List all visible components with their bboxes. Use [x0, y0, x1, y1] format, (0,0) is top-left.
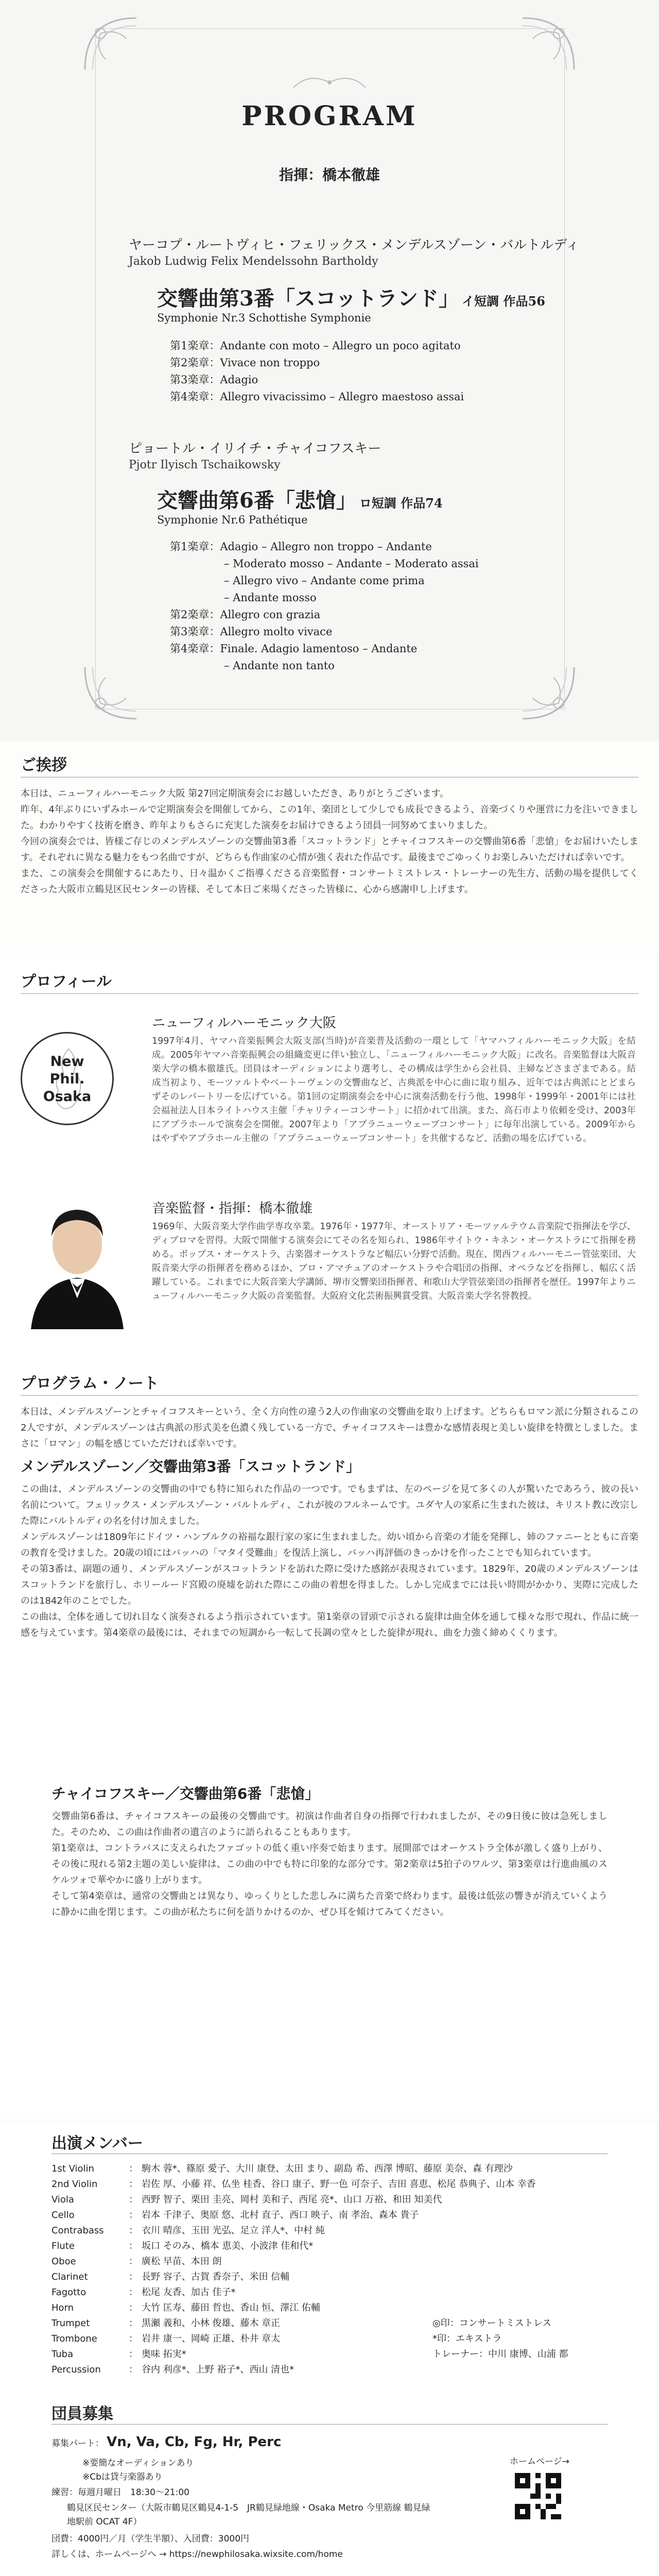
note-heading: メンデルスゾーン／交響曲第3番「スコットランド」 — [21, 1458, 361, 1475]
movement: – Andante non tanto — [170, 659, 335, 672]
member-names: 岩井 康一、岡崎 正雄、朴井 章太 — [142, 2333, 281, 2344]
corner-ornament-icon — [517, 662, 579, 724]
logo-text: New — [50, 1054, 84, 1070]
movement: 第2楽章：Vivace non troppo — [170, 357, 320, 369]
composer-jp: ヤーコプ・ルートヴィヒ・フェリックス・メンデルスゾーン・バルトルディ — [129, 238, 580, 253]
member-names: 岩本 千津子、奥原 悠、北村 直子、西口 映子、南 孝治、森本 貴子 — [142, 2210, 419, 2221]
work-title-jp: 交響曲第3番「スコットランド」 — [157, 286, 460, 311]
member-names: 大竹 匡寿、藤田 哲也、香山 恒、澤江 佑輔 — [142, 2302, 320, 2313]
greeting-paragraph: 本日は、ニューフィルハーモニック大阪 第27回定期演奏会にお越しいただき、ありがとうございます。 — [21, 788, 449, 799]
note-paragraph: この曲は、全体を通して切れ目なく演奏されるよう指示されています。第1楽章の冒頭で示される旋律は曲全体を通して様々な形で現れ、作品に統一感を与えています。第4楽章の最後には、それまでの短調から一転して長調の堂々とした旋律が現れ、曲を力強く締めくくります。 — [21, 1612, 638, 1638]
recruit-note: ※要簡なオーディションあり — [82, 2458, 194, 2468]
movement: 第2楽章：Allegro con grazia — [170, 608, 321, 621]
recruit-fee: 団費：4000円／月（学生半額）、入団費：3000円 — [51, 2534, 250, 2544]
movement: 第1楽章：Adagio – Allegro non troppo – Andante — [170, 540, 432, 553]
recruit-parts: Vn, Va, Cb, Fg, Hr, Perc — [107, 2434, 282, 2450]
logo-text: Osaka — [43, 1089, 92, 1105]
composer-en: Jakob Ludwig Felix Mendelssohn Bartholdy — [129, 255, 378, 268]
notes-intro: 本日は、メンデルスゾーンとチャイコフスキーという、全く方向性の違う2人の作曲家の交響曲を取り上げます。どちらもロマン派に分類されるこの2人ですが、メンデルスゾーンは古典派の形式美を色濃く残している一方で、チャイコフスキーは豊かな感情表現と美しい旋律を特徴としました。まさに「ロマン」の幅を感じていただければ幸いです。 — [21, 1406, 638, 1449]
member-names: 奥味 拓実* — [142, 2349, 186, 2360]
orchestra-name: ニューフィルハーモニック大阪 — [152, 1015, 336, 1031]
recruit-label: 募集パート： — [51, 2438, 104, 2449]
member-part: Trombone — [51, 2333, 97, 2344]
work-title-en: Symphonie Nr.3 Schottishe Symphonie — [157, 312, 371, 324]
staff-line: トレーナー：中川 康博、山浦 都 — [432, 2349, 568, 2360]
movement-list — [170, 337, 464, 405]
member-names: 松尾 友香、加古 佳子* — [142, 2287, 236, 2298]
member-names: 廣松 早苗、本田 朗 — [142, 2256, 222, 2267]
movement: – Andante mosso — [170, 591, 317, 604]
member-part: 2nd Violin — [51, 2179, 98, 2190]
profile-heading: プロフィール — [21, 973, 112, 991]
member-names: 谷内 利彦*、上野 裕子*、西山 清也* — [142, 2364, 294, 2375]
member-part: Viola — [51, 2194, 74, 2205]
note-paragraph: 第1楽章は、コントラバスに支えられたファゴットの低く重い序奏で始まります。展開部ではオーケストラ全体が激しく盛り上がり、その後に現れる第2主題の美しい旋律は、この曲の中でも特に印象的な部分です。第2楽章は5拍子のワルツ、第3楽章は行進曲風のスケルツォで華やかに盛り上がります。 — [51, 1843, 608, 1886]
work-key: イ短調 作品56 — [462, 294, 545, 309]
member-names: 衣川 晴彦、玉田 光弘、足立 洋人*、中村 純 — [142, 2225, 325, 2236]
member-names: 黒瀬 義和、小林 俊雄、藤木 章正 — [142, 2318, 281, 2329]
members-heading: 出演メンバー — [51, 2134, 143, 2153]
corner-ornament-icon — [80, 662, 142, 724]
recruit-note: ※Cbは貸与楽器あり — [82, 2472, 163, 2482]
movement: 第3楽章：Adagio — [170, 374, 258, 386]
composer-jp: ピョートル・イリイチ・チャイコフスキー — [129, 441, 381, 456]
qr-code-icon[interactable] — [515, 2473, 561, 2519]
orchestra-text: 1997年4月、ヤマハ音楽振興会大阪支部(当時)が音楽普及活動の一環として「ヤマハフィルハーモニック大阪」を結成。2005年ヤマハ音楽振興会の組織変更に伴い独立し、「ニューフィルハーモニック大阪」に改名。音楽監督は大阪音楽大学の橋本徹雄氏。団員はオーディションにより選考し、その構成は学生から会社員、主婦などさまざまである。結成当初より、モーツァルトやベートーヴェンの交響曲など、古典派を中心に曲に取り組み、近年では古典派にとどまらずそのレパートリーを広げている。第1回の定期演奏会を中心に演奏活動を行う他、1998年・1999年・2001年には社会福祉法人日本ライトハウス主催「チャリティーコンサート」に招かれて出演。また、高石市より依頼を受け、2003年にアプラホールで演奏会を開催。2007年より「アプラニューウェーブコンサート」に毎年出演している。2009年からはやずやアプラホール主催の「アプラニューウェーブコンサート」を共催するなど、活動の場を広げている。 — [152, 1036, 636, 1144]
member-part: Contrabass — [51, 2225, 104, 2236]
work-key: ロ短調 作品74 — [359, 496, 443, 511]
corner-ornament-icon — [80, 13, 142, 75]
member-part: Fagotto — [51, 2287, 86, 2298]
program-panel — [0, 0, 659, 742]
member-part: Flute — [51, 2241, 75, 2251]
member-part: Trumpet — [51, 2318, 90, 2329]
recruit-heading: 団員募集 — [51, 2405, 113, 2423]
member-names: 坂口 そのみ、橋本 恵美、小波津 佳和代* — [142, 2241, 314, 2251]
member-part: Clarinet — [51, 2272, 88, 2282]
recruit-schedule: 練習：毎週月曜日 18:30～21:00 — [51, 2487, 189, 2498]
member-part: 1st Violin — [51, 2163, 94, 2174]
note-body — [51, 1808, 608, 2097]
note-paragraph: この曲は、メンデルスゾーンの交響曲の中でも特に知られた作品の一つです。でもまずは、左のページを見て多くの人が驚いたであろう、彼の長い名前について。フェリックス・メンデルスゾーン・バルトルディ、これが彼のフルネームです。ユダヤ人の家系に生まれた彼は、キリスト教に改宗した際にバルトルディの名を付け加えました。 — [21, 1484, 638, 1527]
member-part: Percussion — [51, 2364, 101, 2375]
note-paragraph: その第3番は、副題の通り、メンデルスゾーンがスコットランドを訪れた際に受けた感銘が表現されています。1829年、20歳のメンデルスゾーンはスコットランドを旅行し、ホリールード宮殿の廃墟を訪れた際にこの曲の着想を得ました。しかし完成までには長い時間がかかり、実際に完成したのは1842年のことでした。 — [21, 1564, 638, 1606]
recruit-place: 鶴見区民センター（大阪市鶴見区鶴見4-1-5 JR鶴見緑地線・Osaka Metro 今里筋線 鶴見緑地駅前 OCAT 4F） — [67, 2503, 430, 2527]
work-title — [157, 282, 545, 312]
movement: 第1楽章：Andante con moto – Allegro un poco agitato — [170, 340, 461, 352]
member-names: 西野 智子、栗田 圭亮、岡村 美和子、西尾 亮*、山口 万裕、和田 知美代 — [142, 2194, 442, 2205]
work-title — [157, 484, 443, 514]
member-part: Horn — [51, 2302, 74, 2313]
note-paragraph: そして第4楽章は、通常の交響曲とは異なり、ゆっくりとした悲しみに満ちた音楽で終わります。最後は低弦の響きが消えていくように静かに曲を閉じます。この曲が私たちに何を語りかけるのか、ぜひ耳を傾けてみてください。 — [51, 1891, 608, 1918]
logo-text: Phil. — [49, 1071, 85, 1087]
greeting-heading: ご挨拶 — [21, 756, 67, 774]
member-names: 長野 容子、古賀 香奈子、米田 信輔 — [142, 2272, 290, 2282]
profile-section — [0, 958, 659, 1360]
staff-line: ◎印：コンサートミストレス — [432, 2318, 552, 2329]
composer-en: Pjotr Ilyisch Tschaikowsky — [129, 459, 281, 471]
notes-heading: プログラム・ノート — [21, 1375, 159, 1393]
note-heading: チャイコフスキー／交響曲第6番「悲愴」 — [51, 1785, 320, 1802]
movement: – Allegro vivo – Andante come prima — [170, 574, 425, 587]
member-part: Cello — [51, 2210, 75, 2221]
divider — [51, 2424, 608, 2425]
member-names: 駒木 蓉*、篠原 愛子、大川 康登、太田 まり、副島 希、西澤 博昭、藤原 美奈、森 有理沙 — [142, 2163, 513, 2174]
movement: 第4楽章：Allegro vivacissimo – Allegro maestoso assai — [170, 391, 464, 403]
movement: 第3楽章：Allegro molto vivace — [170, 625, 333, 638]
note-body — [21, 1481, 638, 1759]
corner-ornament-icon — [517, 13, 579, 75]
note-paragraph: 交響曲第6番は、チャイコフスキーの最後の交響曲です。初演は作曲者自身の指揮で行われましたが、その9日後に彼は急死しました。そのため、この曲は作曲者の遺言のように語られることもあります。 — [51, 1811, 608, 1838]
staff-line: *印：エキストラ — [432, 2333, 502, 2344]
movement: – Moderato mosso – Andante – Moderato assai — [170, 557, 479, 570]
greeting-paragraph: また、この演奏会を開催するにあたり、日々温かくご指導くださる音楽監督・コンサートミストレス・トレーナーの先生方、活動の場を提供してくださった大阪市立鶴見区民センターの皆様、そして本日ご来場くださった皆様に、心から感謝申し上げます。 — [21, 868, 638, 895]
movement-list — [170, 538, 479, 674]
greeting-paragraph: 昨年、4年ぶりにいずみホールで定期演奏会を開催してから、この1年、楽団として少しでも成長できるよう、音楽づくりや運営に力を注いできました。わかりやすく技術を磨き、昨年よりもさらに充実した演奏をお届けできるよう団員一同努めてまいりました。 — [21, 804, 638, 831]
program-title: PROGRAM — [241, 100, 418, 132]
work-title-jp: 交響曲第6番「悲愴」 — [157, 488, 357, 513]
member-part: Oboe — [51, 2256, 76, 2267]
greeting-body — [21, 786, 638, 897]
recruit-parts-line — [51, 2434, 281, 2451]
top-flourish-icon — [288, 72, 371, 93]
divider — [21, 1395, 638, 1396]
note-paragraph: メンデルスゾーンは1809年にドイツ・ハンブルクの裕福な銀行家の家に生まれました。幼い頃から音楽の才能を発揮し、姉のファニーとともに音楽の教育を受けました。20歳の頃にはバッハの「マタイ受難曲」を復活上演し、バッハ再評価のきっかけを作ったことでも知られています。 — [21, 1532, 638, 1558]
conductor-photo — [21, 1195, 134, 1329]
recruit-homepage-link[interactable]: 詳しくは、ホームページへ → https://newphilosaka.wixsite.com/home — [51, 2549, 343, 2560]
divider — [21, 993, 638, 994]
work-title-en: Symphonie Nr.6 Pathétique — [157, 514, 308, 526]
conductor-line: 指揮：橋本徹雄 — [279, 166, 380, 183]
member-part: Tuba — [51, 2349, 74, 2360]
greeting-section — [0, 742, 659, 958]
movement: 第4楽章：Finale. Adagio lamentoso – Andante — [170, 642, 418, 655]
member-names: 岩佐 厚、小藤 祥、仏坐 桂香、谷口 康子、野一色 可奈子、吉田 喜恵、松尾 恭典子、山本 幸香 — [142, 2179, 536, 2190]
homepage-label: ホームページ→ — [510, 2456, 569, 2467]
conductor-name: 音楽監督・指揮：橋本徹雄 — [152, 1201, 313, 1216]
program-notes-section — [0, 1360, 659, 2112]
orchestra-logo — [21, 1032, 114, 1125]
conductor-text: 1969年、大阪音楽大学作曲学専攻卒業。1976年・1977年、オーストリア・モーツァルテウム音楽院で指揮法を学び、ディプロマを習得。大阪で開催する演奏会にてその名を知られ、1986年サイトウ・キネン・オーケストラにて指揮を務める。ポップス・オーケストラ、古楽器オーケストラなど幅広い分野で活動。現在、関西フィルハーモニー管弦楽団、大阪音楽大学の指揮者を務めるほか、ブロ・アマチュアのオーケストラや合唱団の指揮、オペラなどを指揮し、幅広く活躍している。これまでに大阪音楽大学講師、堺市交響楽団指揮者、和歌山大学管弦楽団の指揮者を歴任。1997年よりニューフィルハーモニック大阪の音楽監督。大阪府文化芸術振興賞受賞。大阪音楽大学名誉教授。 — [152, 1222, 636, 1301]
members-section: 出演メンバー 1st Violin ： 駒木 蓉*、篠原 愛子、大川 康登、太田 まり、副島 希、西澤 博昭、藤原 美奈、森 有理沙 2nd Violin ： 岩佐 厚、小藤 祥、仏坐 桂香、谷口 康子、野一色 可奈子、吉田 喜恵、松尾 恭典子、山本 幸香 Viola ： 西野 智子、栗田 圭亮、岡村 美和子、西尾 亮*、山口 万裕、和田 知美代 Cello ： 岩本 千津子、奥原 悠、北村 直子、西口 映子、南 孝治、森本 貴子 Contrabass ： 衣川 晴彦、玉田 光弘、足立 洋人*、中村 純 Flute ： 坂口 そのみ、橋本 恵美、小波津 佳和代* Oboe ： 廣松 早苗、本田 朗 Clarinet ： 長野 容子、古賀 香奈子、米田 信輔 Fagotto ： 松尾 友香、加古 佳子* Horn ： 大竹 匡寿、藤田 哲也、香山 恒、澤江 佑輔 Trumpet ： 黒瀬 義和、小林 俊雄、藤木 章正 Trombone ： 岩井 康一、岡崎 正雄、朴井 章太 Tuba ： 奥味 拓実* Percussion ： 谷内 利彦*、上野 裕子*、西山 清也* ◎印：コンサートミストレス *印：エキストラ トレーナー：中川 康博、山浦 都 団員募集 募集パート： Vn, Va, Cb, Fg, Hr, Perc ※要簡なオーディションあり ※Cbは貸与楽器あり 練習：毎週月曜日 18:30～21:00 鶴見区民センター（大阪市鶴見区鶴見4-1-5 JR鶴見緑地線・Osaka Metro 今里筋線 鶴見緑地駅前 OCAT 4F） 団費：4000円／月（学生半額）、入団費：3000円 詳しくは、ホームページへ → https://newphilosaka.wixsite.com/home ホームページ→ — [0, 2123, 659, 2576]
greeting-paragraph: 今回の演奏会では、皆様ご存じのメンデルスゾーンの交響曲第3番「スコットランド」とチャイコフスキーの交響曲第6番「悲愴」をお届けいたします。それぞれに異なる魅力をもつ名曲ですが、どちらも作曲家の心情が強く表れた作品です。最後までごゆっくりお楽しみいただければ幸いです。 — [21, 836, 638, 863]
